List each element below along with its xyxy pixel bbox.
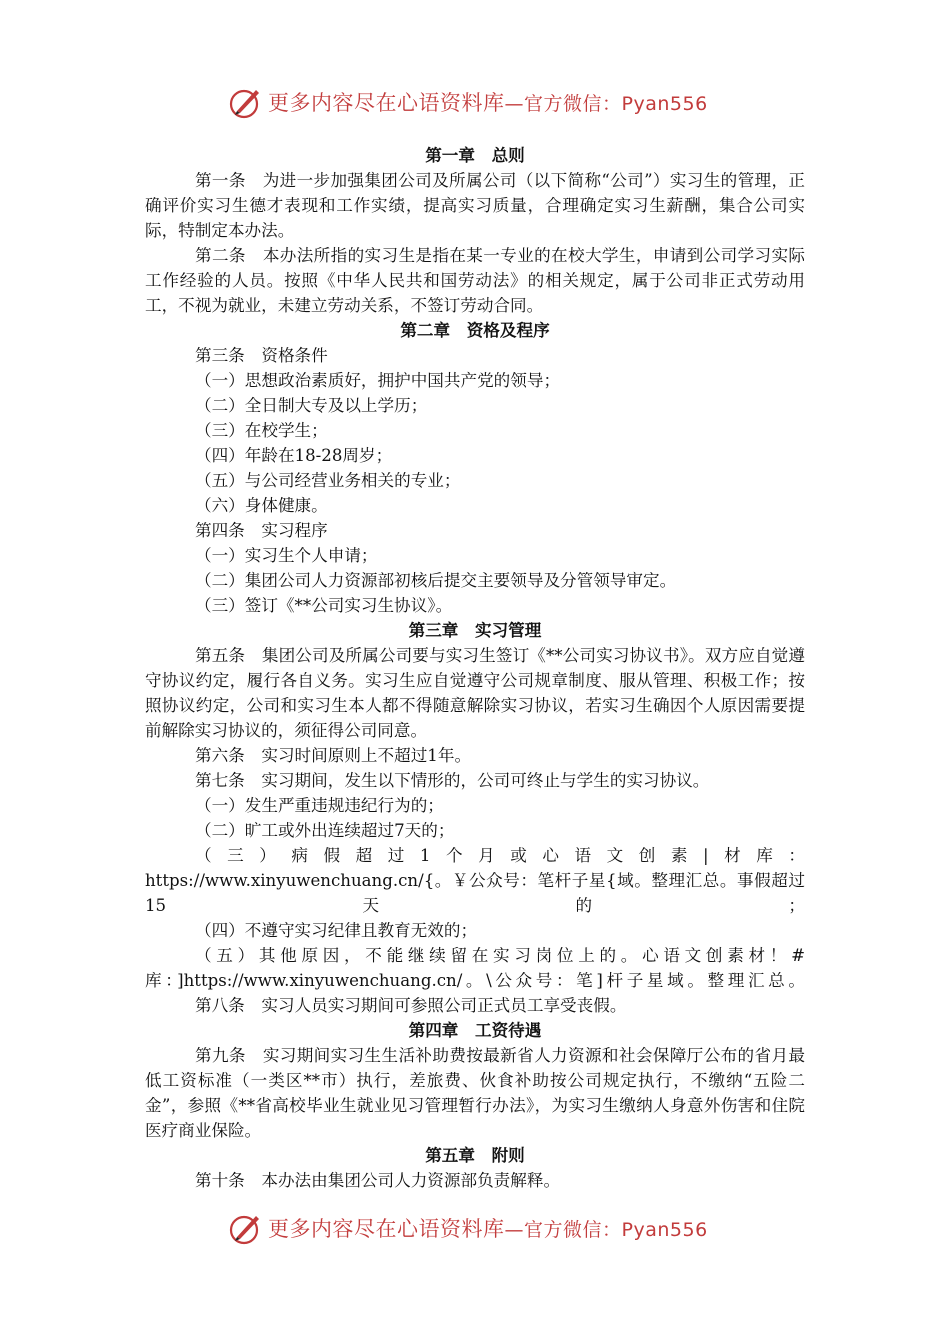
article-paragraph: 第八条 实习人员实习期间可参照公司正式员工享受丧假。 <box>195 996 627 1015</box>
chapter-heading: 第二章 资格及程序 <box>400 320 550 340</box>
article-paragraph: 第十条 本办法由集团公司人力资源部负责解释。 <box>195 1171 561 1190</box>
header-banner <box>228 82 748 122</box>
article-paragraph: 第九条 实习期间实习生生活补助费按最新省人力资源和社会保障厅公布的省月最低工资标准（一类区**市）执行，差旅费、伙食补助按公司规定执行，不缴纳“五险二金”，参照《**省高校毕业生就业见习管理暂行办法》，为实习生缴纳人身意外伤害和住院医疗商业保险。 <box>145 1046 805 1140</box>
chapter-heading: 第一章 总则 <box>425 145 525 165</box>
article-paragraph: 第七条 实习期间，发生以下情形的，公司可终止与学生的实习协议。 <box>195 771 710 790</box>
list-item: （二）集团公司人力资源部初核后提交主要领导及分管领导审定。 <box>195 571 677 590</box>
list-item: （三）病假超过1个月或心语文创素|材库：https://www.xinyuwenchuang.cn/{。￥公众号：笔杆子星{域。整理汇总。事假超过15天的； <box>145 846 805 915</box>
banner-sub-text: —官方微信：Pyan556 <box>504 93 708 115</box>
chapter-heading: 第五章 附则 <box>425 1145 525 1165</box>
list-item: （一）思想政治素质好，拥护中国共产党的领导； <box>195 371 561 390</box>
article-paragraph: 第三条 资格条件 <box>195 346 328 365</box>
banner-text <box>268 87 708 117</box>
quill-pen-logo-icon <box>228 1210 264 1246</box>
list-item: （一）实习生个人申请； <box>195 546 378 565</box>
banner-sub-text: —官方微信：Pyan556 <box>504 1219 708 1241</box>
article-paragraph: 第一条 为进一步加强集团公司及所属公司（以下简称“公司”）实习生的管理，正确评价实习生德才表现和工作实绩，提高实习质量，合理确定实习生薪酬，集合公司实际，特制定本办法。 <box>145 171 805 240</box>
footer-banner <box>228 1208 748 1248</box>
banner-text <box>268 1213 708 1243</box>
document-body <box>145 143 805 1193</box>
list-item: （五）其他原因，不能继续留在实习岗位上的。心语文创素材！#库：]https://www.xinyuwenchuang.cn/。\公众号：笔]杆子星域。整理汇总。 <box>145 946 805 990</box>
chapter-heading: 第三章 实习管理 <box>408 620 542 640</box>
article-paragraph: 第二条 本办法所指的实习生是指在某一专业的在校大学生，申请到公司学习实际工作经验的人员。按照《中华人民共和国劳动法》的相关规定，属于公司非正式劳动用工，不视为就业，未建立劳动关系，不签订劳动合同。 <box>145 246 805 315</box>
list-item: （六）身体健康。 <box>195 496 328 515</box>
list-item: （二）旷工或外出连续超过7天的； <box>195 821 455 840</box>
list-item: （二）全日制大专及以上学历； <box>195 396 428 415</box>
list-item: （五）与公司经营业务相关的专业； <box>195 471 461 490</box>
article-paragraph: 第六条 实习时间原则上不超过1年。 <box>195 746 472 765</box>
article-paragraph: 第四条 实习程序 <box>195 521 328 540</box>
list-item: （三）在校学生； <box>195 421 328 440</box>
list-item: （一）发生严重违规违纪行为的； <box>195 796 444 815</box>
banner-main-text: 更多内容尽在心语资料库 <box>268 1217 505 1241</box>
list-item: （四）不遵守实习纪律且教育无效的； <box>195 921 478 940</box>
list-item: （三）签订《**公司实习生协议》。 <box>195 596 453 615</box>
chapter-heading: 第四章 工资待遇 <box>408 1020 542 1040</box>
quill-pen-logo-icon <box>228 84 264 120</box>
article-paragraph: 第五条 集团公司及所属公司要与实习生签订《**公司实习协议书》。双方应自觉遵守协议约定，履行各自义务。实习生应自觉遵守公司规章制度、服从管理、积极工作；按照协议约定，公司和实习生本人都不得随意解除实习协议，若实习生确因个人原因需要提前解除实习协议的，须征得公司同意。 <box>145 646 805 740</box>
banner-main-text: 更多内容尽在心语资料库 <box>268 91 505 115</box>
list-item: （四）年龄在18-28周岁； <box>195 446 393 465</box>
